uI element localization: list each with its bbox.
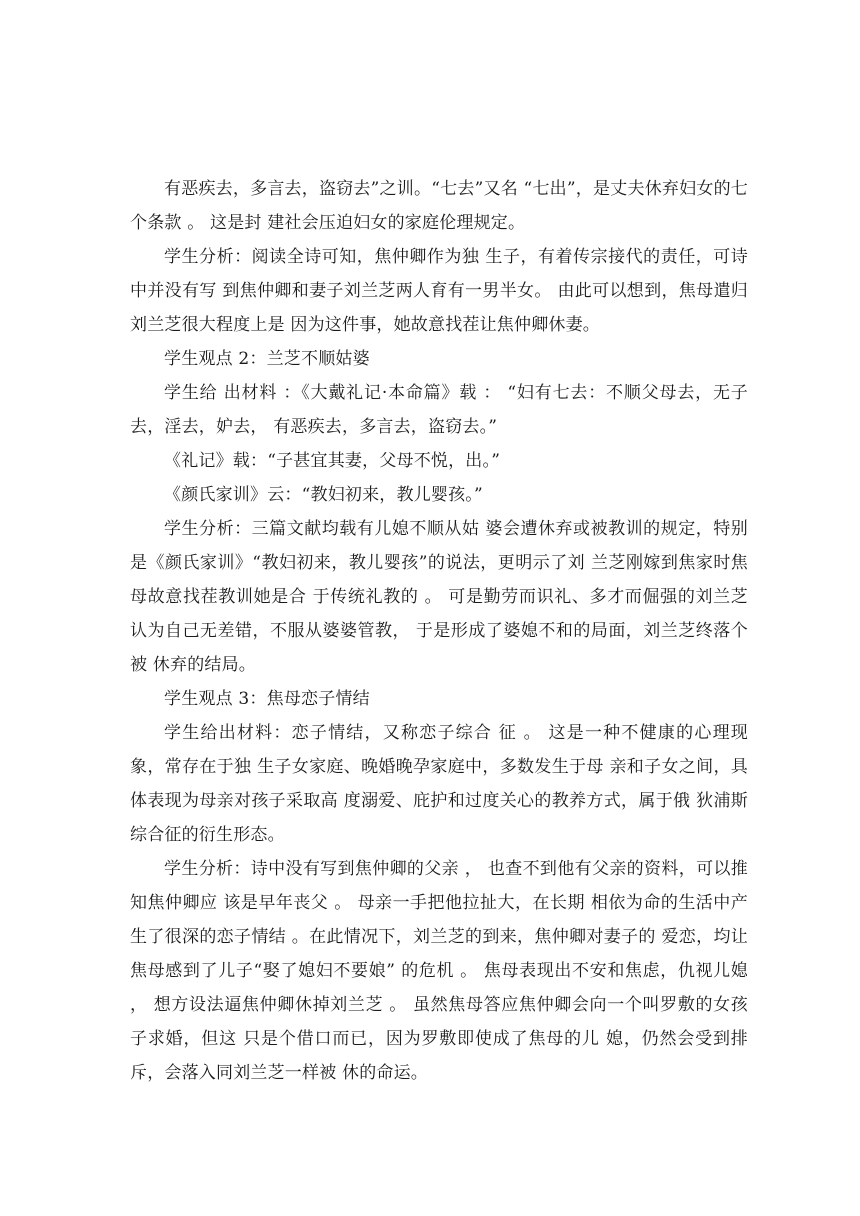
paragraph-analysis-1: 学生分析：阅读全诗可知，焦仲卿作为独 生子，有着传宗接代的责任，可诗中并没有写 到焦仲卿和妻子刘兰芝两人育有一男半女。 由此可以想到，焦母遣归刘兰芝很大程度上是 因为这件事，她故意找茬让焦仲卿休妻。 <box>130 247 748 335</box>
document-body <box>130 172 748 1090</box>
paragraph-analysis-3: 学生分析：诗中没有写到焦仲卿的父亲 ， 也查不到他有父亲的资料，可以推知焦仲卿应 该是早年丧父 。 母亲一手把他拉扯大，在长期 相依为命的生活中产生了很深的恋子情结 。在此情况下，刘兰芝的到来，焦仲卿对妻子的 爱恋，均让焦母感到了儿子“娶了媳妇不要娘” 的危机 。 焦母表现出不安和焦虑，仇视儿媳 ， 想方设法逼焦仲卿休掉刘兰芝 。 虽然焦母答应焦仲卿会向一个叫罗敷的女孩子求婚，但这 只是个借口而已，因为罗敷即使成了焦母的儿 媳，仍然会受到排斥，会落入同刘兰芝一样被 休的命运。 <box>130 859 748 1083</box>
viewpoint-heading-3: 学生观点 3：焦母恋子情结 <box>164 689 370 709</box>
paragraph-analysis-2: 学生分析：三篇文献均载有儿媳不顺从姑 婆会遭休弃或被教训的规定，特别是《颜氏家训》“教妇初来，教儿婴孩”的说法，更明示了刘 兰芝刚嫁到焦家时焦母故意找茬教训她是合 于传统礼教的 。 可是勤劳而识礼、多才而倔强的刘兰芝认为自己无差错，不服从婆婆管教， 于是形成了婆媳不和的局面，刘兰芝终落个被 休弃的结局。 <box>130 519 748 675</box>
paragraph-material-dadai-liji: 学生给 出材料 ：《大戴礼记·本命篇》载 ： “妇有七去：不顺父母去，无子去，淫去，妒去， 有恶疾去，多言去，盗窃去。” <box>130 383 748 437</box>
viewpoint-heading-2: 学生观点 2：兰芝不顺姑婆 <box>164 349 370 369</box>
paragraph-material-liji: 《礼记》载：“子甚宜其妻，父母不悦，出。” <box>164 451 501 471</box>
paragraph-material-lianzi: 学生给出材料：恋子情结，又称恋子综合 征 。 这是一种不健康的心理现象，常存在于独 生子女家庭、晚婚晚孕家庭中，多数发生于母 亲和子女之间，具体表现为母亲对孩子采取高 度溺爱、庇护和过度关心的教养方式，属于俄 狄浦斯综合征的衍生形态。 <box>130 723 748 845</box>
paragraph-material-yanshi-jiaxun: 《颜氏家训》云：“教妇初来，教儿婴孩。” <box>164 485 483 505</box>
paragraph-qiqu-definition: 有恶疾去，多言去，盗窃去”之训。“七去”又名 “七出”，是丈夫休弃妇女的七个条款 。 这是封 建社会压迫妇女的家庭伦理规定。 <box>130 179 748 233</box>
